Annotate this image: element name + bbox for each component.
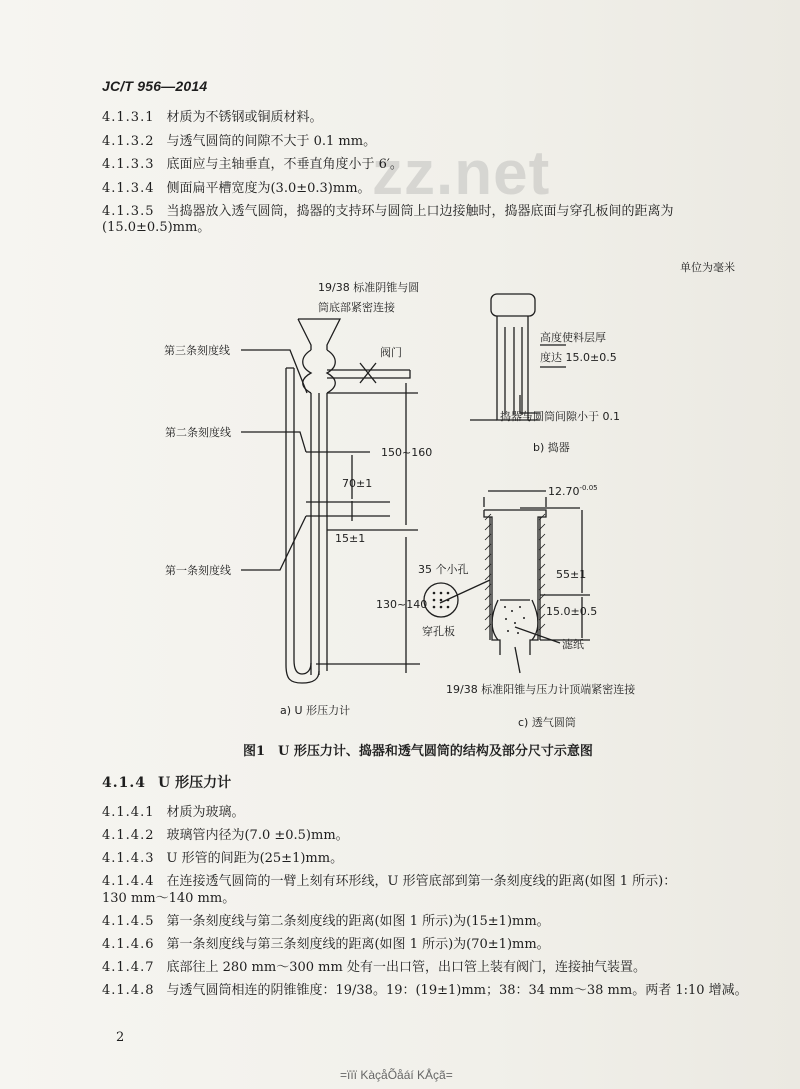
caption-c: c) 透气圆筒 (518, 716, 576, 729)
section-number: 4.1.4 (102, 775, 146, 791)
clause-number: 4.1.4.5 (102, 914, 155, 929)
clause-4-1-4-8 (102, 983, 748, 999)
clause-text: 底面应与主轴垂直，不垂直角度小于 6′。 (166, 157, 403, 172)
dim-12-70: $12.70^{-0.05}$ (548, 484, 598, 498)
clause-text: 当捣器放入透气圆筒，捣器的支持环与圆筒上口边接触时，捣器底面与穿孔板间的距离为 (166, 204, 674, 219)
caption-b: b) 捣器 (533, 441, 570, 454)
label-valve: 阀门 (380, 346, 402, 359)
label-filter-paper: 滤纸 (562, 638, 584, 651)
dim-70: 70±1 (342, 477, 373, 490)
clause-number: 4.1.4.8 (102, 983, 155, 998)
figure-1 (0, 255, 800, 755)
tamper-gap-label: 捣器与圆筒间隙小于 0.1 (500, 410, 620, 423)
clause-4-1-4-4 (102, 874, 676, 890)
dim-15: 15±1 (335, 532, 366, 545)
clause-number: 4.1.4.3 (102, 851, 155, 866)
clause-continuation (102, 220, 210, 236)
clause-text: (15.0±0.5)mm。 (102, 220, 211, 235)
clause-number: 4.1.4.6 (102, 937, 155, 952)
clause-4-1-4-7 (102, 960, 646, 976)
watermark: zz.net (372, 139, 551, 208)
clause-number: 4.1.3.3 (102, 157, 155, 172)
clause-number: 4.1.4.7 (102, 960, 155, 975)
clause-4-1-4-3 (102, 851, 343, 867)
clause-text: 底部往上 280 mm～300 mm 处有一出口管，出口管上装有阀门，连接抽气装置。 (166, 960, 646, 975)
clause-4-1-4-5 (102, 914, 550, 930)
clause-text: 第一条刻度线与第二条刻度线的距离(如图 1 所示)为(15±1)mm。 (166, 914, 550, 929)
clause-text: 与透气圆筒相连的阴锥锥度：19/38。19：(19±1)mm；38：34 mm～38 mm。两者 1:10 增减。 (166, 983, 748, 998)
clause-number: 4.1.3.4 (102, 181, 155, 196)
label-perforated-plate: 穿孔板 (422, 625, 455, 638)
clause-text: 玻璃管内径为(7.0 ±0.5)mm。 (166, 828, 349, 843)
clause-number: 4.1.3.5 (102, 204, 155, 219)
dim-150-160: 150~160 (381, 446, 433, 459)
label-cone-1: 19/38 标准阴锥与圆 (318, 281, 420, 294)
clause-4-1-3-4 (102, 181, 371, 197)
label-35-holes: 35 个小孔 (418, 563, 469, 576)
clause-text: 在连接透气圆筒的一臂上刻有环形线，U 形管底部到第一条刻度线的距离(如图 1 所示)： (166, 874, 677, 889)
clause-number: 4.1.4.4 (102, 874, 155, 889)
standard-code-header: JC/T 956—2014 (102, 78, 208, 94)
section-title: U 形压力计 (157, 775, 232, 791)
clause-text: 侧面扁平槽宽度为(3.0±0.3)mm。 (166, 181, 371, 196)
clause-number: 4.1.3.2 (102, 134, 155, 149)
clause-4-1-3-2 (102, 134, 376, 150)
section-heading (102, 775, 231, 791)
figure-title: 图1 U 形压力计、捣器和透气圆筒的结构及部分尺寸示意图 (243, 744, 593, 759)
clause-4-1-3-5 (102, 204, 674, 220)
clause-4-1-3-3 (102, 157, 403, 173)
dim-130-140: 130~140 (376, 598, 428, 611)
u-manometer-drawing (241, 319, 420, 683)
tamper-label-2: 度达 15.0±0.5 (540, 351, 617, 364)
clause-text: 130 mm～140 mm。 (102, 891, 236, 906)
label-cone-2: 筒底部紧密连接 (318, 301, 395, 314)
clause-4-1-4-6 (102, 937, 550, 953)
footer-text: =ïïï KàçåÕåáí KÅçã= (340, 1068, 453, 1082)
clause-number: 4.1.4.2 (102, 828, 155, 843)
label-male-cone: 19/38 标准阳锥与压力计顶端紧密连接 (446, 683, 636, 696)
unit-note: 单位为毫米 (680, 261, 735, 274)
clause-4-1-4-1 (102, 805, 245, 821)
caption-a: a) U 形压力计 (280, 704, 351, 717)
clause-text: 材质为不锈钢或铜质材料。 (166, 110, 323, 125)
clause-4-1-3-1 (102, 110, 323, 126)
clause-text: U 形管的间距为(25±1)mm。 (166, 851, 344, 866)
label-third-line: 第三条刻度线 (164, 344, 230, 357)
dim-15-0: 15.0±0.5 (546, 605, 598, 618)
tamper-label-1: 高度使料层厚 (540, 331, 606, 344)
clause-text: 第一条刻度线与第三条刻度线的距离(如图 1 所示)为(70±1)mm。 (166, 937, 550, 952)
page-number: 2 (116, 1030, 125, 1045)
clause-text: 材质为玻璃。 (166, 805, 245, 820)
label-first-line: 第一条刻度线 (165, 564, 231, 577)
clause-continuation (102, 891, 235, 907)
clause-number: 4.1.3.1 (102, 110, 155, 125)
clause-number: 4.1.4.1 (102, 805, 155, 820)
dim-55: 55±1 (556, 568, 587, 581)
label-second-line: 第二条刻度线 (165, 426, 231, 439)
clause-4-1-4-2 (102, 828, 349, 844)
clause-text: 与透气圆筒的间隙不大于 0.1 mm。 (166, 134, 377, 149)
